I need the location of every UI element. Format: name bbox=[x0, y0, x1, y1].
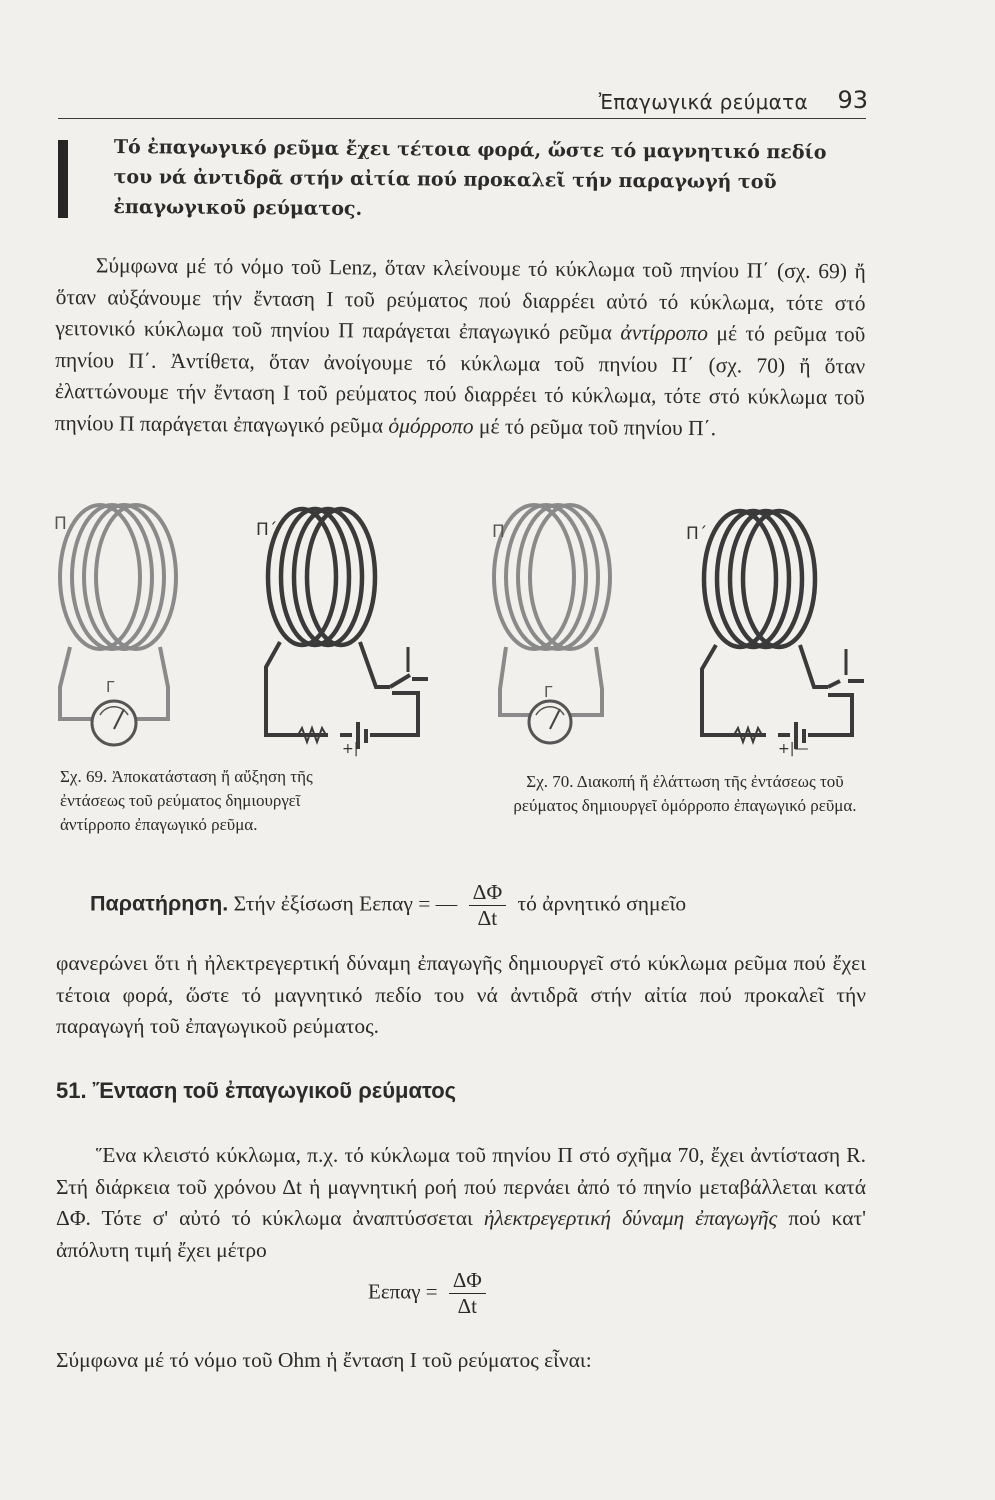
margin-bar bbox=[58, 140, 68, 218]
section-text-1: Ἕνα κλειστό κύκλωμα, π.χ. τό κύκλωμα τοῦ πηνίου Π στό σχῆμα 70, ἔχει ἀντίσταση R. Στή διάρκεια τοῦ χρόνου Δt ἡ μαγνητική ροή πού περνάει ἀπό τό πηνίο μεταβάλλεται κατά ΔΦ. Τότε σ' αὐτό τό κύκλωμα ἀναπτύσσεται bbox=[56, 1143, 866, 1230]
coil-figures bbox=[40, 497, 880, 762]
ohm-line: Σύμφωνα μέ τό νόμο τοῦ Ohm ἡ ἔνταση Ι τοῦ ρεύματος εἶναι: bbox=[56, 1348, 592, 1372]
remark-numerator: ΔΦ bbox=[469, 880, 507, 906]
remark-after: τό ἀρνητικό σημεῖο bbox=[517, 891, 687, 916]
remark-lhs: Eεπαγ = — bbox=[359, 891, 458, 916]
section-heading: 51. Ἔνταση τοῦ ἐπαγωγικοῦ ρεύματος bbox=[56, 1078, 457, 1103]
running-header bbox=[60, 88, 870, 120]
lenz-text-1: Σύμφωνα μέ τό νόμο τοῦ Lenz, ὅταν κλείνουμε τό κύκλωμα τοῦ πηνίου Π΄ (σχ. 69) ἤ ὅταν αὐξάνουμε τήν ἔνταση Ι τοῦ ρεύματος πού διαρρέει αὐτό τό κύκλωμα, τότε στό γειτονικό κύκλωμα τοῦ πηνίου Π παράγεται ἐπαγωγικό ρεῦμα bbox=[55, 253, 866, 345]
figure-70-battery-sign: +|— bbox=[778, 741, 809, 757]
section-paragraph bbox=[56, 1140, 866, 1266]
section-emphasis: ἠλεκτρεγερτική δύναμη ἐπαγωγῆς bbox=[483, 1206, 778, 1230]
figure-69-galvanometer bbox=[92, 701, 136, 745]
emf-formula bbox=[368, 1268, 492, 1319]
figure-70-circuit bbox=[702, 645, 864, 749]
section-text-2: πού κατ' ἀπόλυτη τιμή ἔχει μέτρο bbox=[56, 1206, 867, 1262]
figure-69-label-g: Γ bbox=[106, 678, 115, 696]
figure-69-caption: Σχ. 69. Ἀποκατάσταση ἤ αὔξηση τῆς ἐντάσεως τοῦ ρεύματος δημιουργεῖ ἀντίρροπο ἐπαγωγικό ρεῦμα. bbox=[60, 767, 313, 834]
formula-denominator: Δt bbox=[457, 1294, 477, 1318]
running-header-title: Ἐπαγωγικά ρεύματα bbox=[598, 90, 808, 114]
figure-69-coil-p bbox=[60, 505, 176, 649]
lenz-text-2: μέ τό ρεῦμα τοῦ πηνίου Π΄. Ἀντίθετα, ὅταν ἀνοίγουμε τό κύκλωμα τοῦ πηνίου Π΄ (σχ. 70) ἤ ὅταν ἐλαττώνουμε τήν ἔνταση Ι τοῦ ρεύματος πού διαρρέει τό κύκλωμα, τότε στό κύκλωμα τοῦ πηνίου Π παράγεται ἐπαγωγικό ρεῦμα bbox=[54, 321, 866, 438]
figure-70-galvanometer bbox=[529, 701, 571, 743]
page-number: 93 bbox=[837, 86, 868, 114]
figure-70-label-p-prime: Π΄ bbox=[686, 524, 708, 544]
figure-69-label-p: Π bbox=[54, 514, 67, 534]
remark-continuation: φανερώνει ὅτι ἡ ἠλεκτρεγερτική δύναμη ἐπαγωγῆς δημιουργεῖ στό κύκλωμα ρεῦμα πού ἔχει τέτοια φορά, ὥστε τό μαγνητικό πεδίο του νά ἀντιδρᾶ στήν αἰτία πού προκαλεῖ τήν παραγωγή τοῦ ἐπαγωγικοῦ ρεύματος. bbox=[56, 951, 866, 1038]
remark-before: Στήν ἐξίσωση bbox=[233, 891, 354, 916]
lenz-rule-text: Τό ἐπαγωγικό ρεῦμα ἔχει τέτοια φορά, ὥστε τό μαγνητικό πεδίο του νά ἀντιδρᾶ στήν αἰτία πού προκαλεῖ τήν παραγωγή τοῦ ἐπαγωγικοῦ ρεύματος. bbox=[113, 135, 827, 220]
formula-numerator: ΔΦ bbox=[449, 1268, 486, 1294]
remark bbox=[90, 880, 870, 940]
figure-70-caption: Σχ. 70. Διακοπή ἤ ἐλάττωση τῆς ἐντάσεως τοῦ ρεύματος δημιουργεῖ ὁμόρροπο ἐπαγωγικό ρεῦμα. bbox=[513, 772, 857, 815]
remark-label: Παρατήρηση. bbox=[90, 891, 229, 916]
lenz-rule-box bbox=[58, 132, 868, 222]
figure-70 bbox=[492, 505, 864, 757]
formula-fraction bbox=[449, 1268, 486, 1319]
remark-denominator: Δt bbox=[477, 906, 498, 930]
lenz-paragraph bbox=[55, 250, 866, 445]
header-rule bbox=[58, 118, 866, 119]
figure-69-circuit bbox=[266, 642, 428, 749]
figure-69-battery-sign: +| bbox=[342, 741, 359, 757]
lenz-emphasis-2: ὁμόρροπο bbox=[388, 413, 474, 438]
figure-69-coil-p-prime bbox=[268, 509, 375, 645]
figure-70-label-p: Π bbox=[492, 522, 505, 542]
figure-70-coil-p-prime bbox=[704, 511, 815, 647]
figure-69-label-p-prime: Π΄ bbox=[256, 520, 278, 540]
figure-70-coil-p bbox=[494, 505, 610, 649]
formula-lhs: Eεπαγ = bbox=[368, 1279, 438, 1304]
lenz-emphasis-1: ἀντίρροπο bbox=[620, 320, 708, 346]
remark-fraction bbox=[469, 880, 507, 931]
figure-69 bbox=[54, 505, 428, 757]
figure-70-label-g: Γ bbox=[544, 683, 553, 701]
lenz-text-3: μέ τό ρεῦμα τοῦ πηνίου Π΄. bbox=[478, 413, 717, 440]
